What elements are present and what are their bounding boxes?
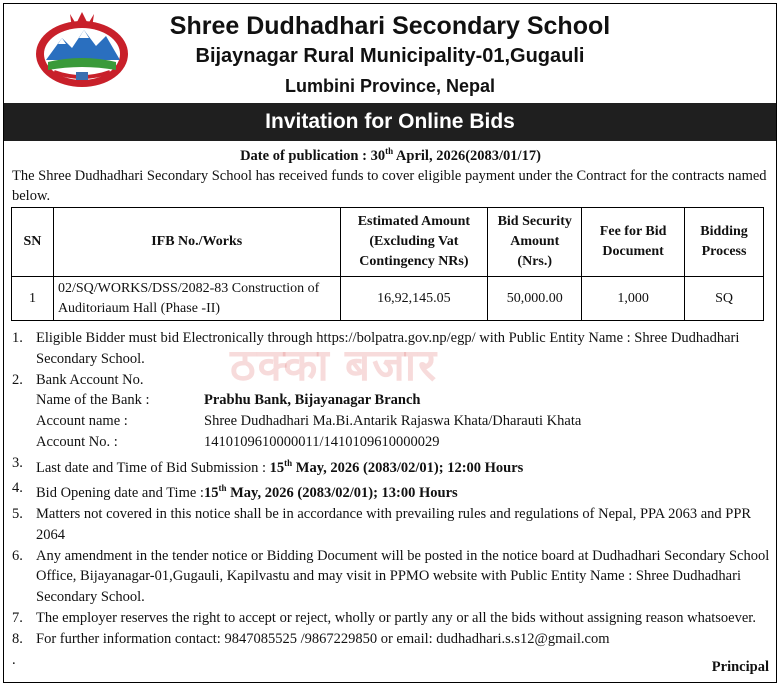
watermark: ठक्का बजार	[230, 341, 439, 390]
account-number-value: 1410109610000011/1410109610000029	[204, 433, 440, 450]
list-item: 8. For further information contact: 9847085525 /9867229850 or email: dudhadhari.s.s12@gmail.com	[12, 630, 610, 647]
list-item: 6. Any amendment in the tender notice or Bidding Document will be posted in the notice board at Dudhadhari Secondary School Office, Bijayanagar-01,Gugauli, Kapilvastu and may visit in PPMO website with Public Entity Name : Shree Dudhadhari Secondary School.	[12, 547, 770, 606]
account-name-value: Shree Dudhadhari Ma.Bi.Antarik Rajaswa Khata/Dharauti Khata	[204, 413, 582, 430]
header-process: Bidding Process	[685, 208, 764, 277]
cell-security: 50,000.00	[488, 277, 582, 321]
header-security: Bid Security Amount (Nrs.)	[488, 208, 582, 277]
bids-table	[11, 207, 764, 321]
header-ifb: IFB No./Works	[53, 208, 340, 277]
school-name: Shree Dudhadhari Secondary School	[169, 12, 611, 40]
province-name: Lumbini Province, Nepal	[284, 76, 496, 96]
table-row	[12, 277, 764, 321]
list-item: 7. The employer reserves the right to accept or reject, wholly or partly any or all the bids without assigning reason whatsoever.	[12, 610, 756, 627]
municipality-name: Bijaynagar Rural Municipality-01,Gugauli	[195, 45, 585, 67]
header-estimated: Estimated Amount (Excluding Vat Contingency NRs)	[340, 208, 488, 277]
cell-process: SQ	[685, 277, 764, 321]
list-item: 2. Bank Account No. Name of the Bank : Prabhu Bank, Bijayanagar Branch Account name : Shree Dudhadhari Ma.Bi.Antarik Rajaswa Khata/Dharauti Khata Account No. : 1410109610000011/1410109610000029	[12, 370, 772, 453]
cell-sn: 1	[12, 277, 54, 321]
trailing-dot: .	[12, 651, 16, 668]
list-item: 1. Eligible Bidder must bid Electronically through https://bolpatra.gov.np/egp/ with Public Entity Name : Shree Dudhadhari Secondary School.	[12, 330, 740, 367]
cell-estimated: 16,92,145.05	[340, 277, 488, 321]
nepal-emblem-icon	[32, 10, 132, 90]
table-header-row	[12, 208, 764, 277]
list-item: 4. Bid Opening date and Time :15th May, 2026 (2083/02/01); 13:00 Hours	[12, 480, 458, 502]
header-sn: SN	[12, 208, 54, 277]
publication-date: Date of publication : 30th April, 2026(2083/01/17)	[240, 146, 541, 164]
notice-banner: Invitation for Online Bids	[4, 103, 776, 141]
bank-name-label: Name of the Bank :	[36, 392, 150, 409]
notice-list	[12, 328, 772, 670]
intro-paragraph: The Shree Dudhadhari Secondary School has received funds to cover eligible payment under the Contract for the contracts named below.	[12, 168, 767, 204]
account-name-label: Account name :	[36, 413, 128, 430]
signature-principal: Principal	[711, 659, 769, 675]
list-item: 3. Last date and Time of Bid Submission : 15th May, 2026 (2083/02/01); 12:00 Hours	[12, 454, 524, 476]
cell-work: 02/SQ/WORKS/DSS/2082-83 Construction of Auditoriaum Hall (Phase -II)	[53, 277, 340, 321]
list-item: 5. Matters not covered in this notice shall be in accordance with prevailing rules and regulations of Nepal, PPA 2063 and PPR 2064	[12, 506, 752, 543]
account-number-label: Account No. :	[36, 433, 118, 450]
bank-name-value: Prabhu Bank, Bijayanagar Branch	[204, 392, 421, 409]
header-fee: Fee for Bid Document	[582, 208, 685, 277]
cell-fee: 1,000	[582, 277, 685, 321]
